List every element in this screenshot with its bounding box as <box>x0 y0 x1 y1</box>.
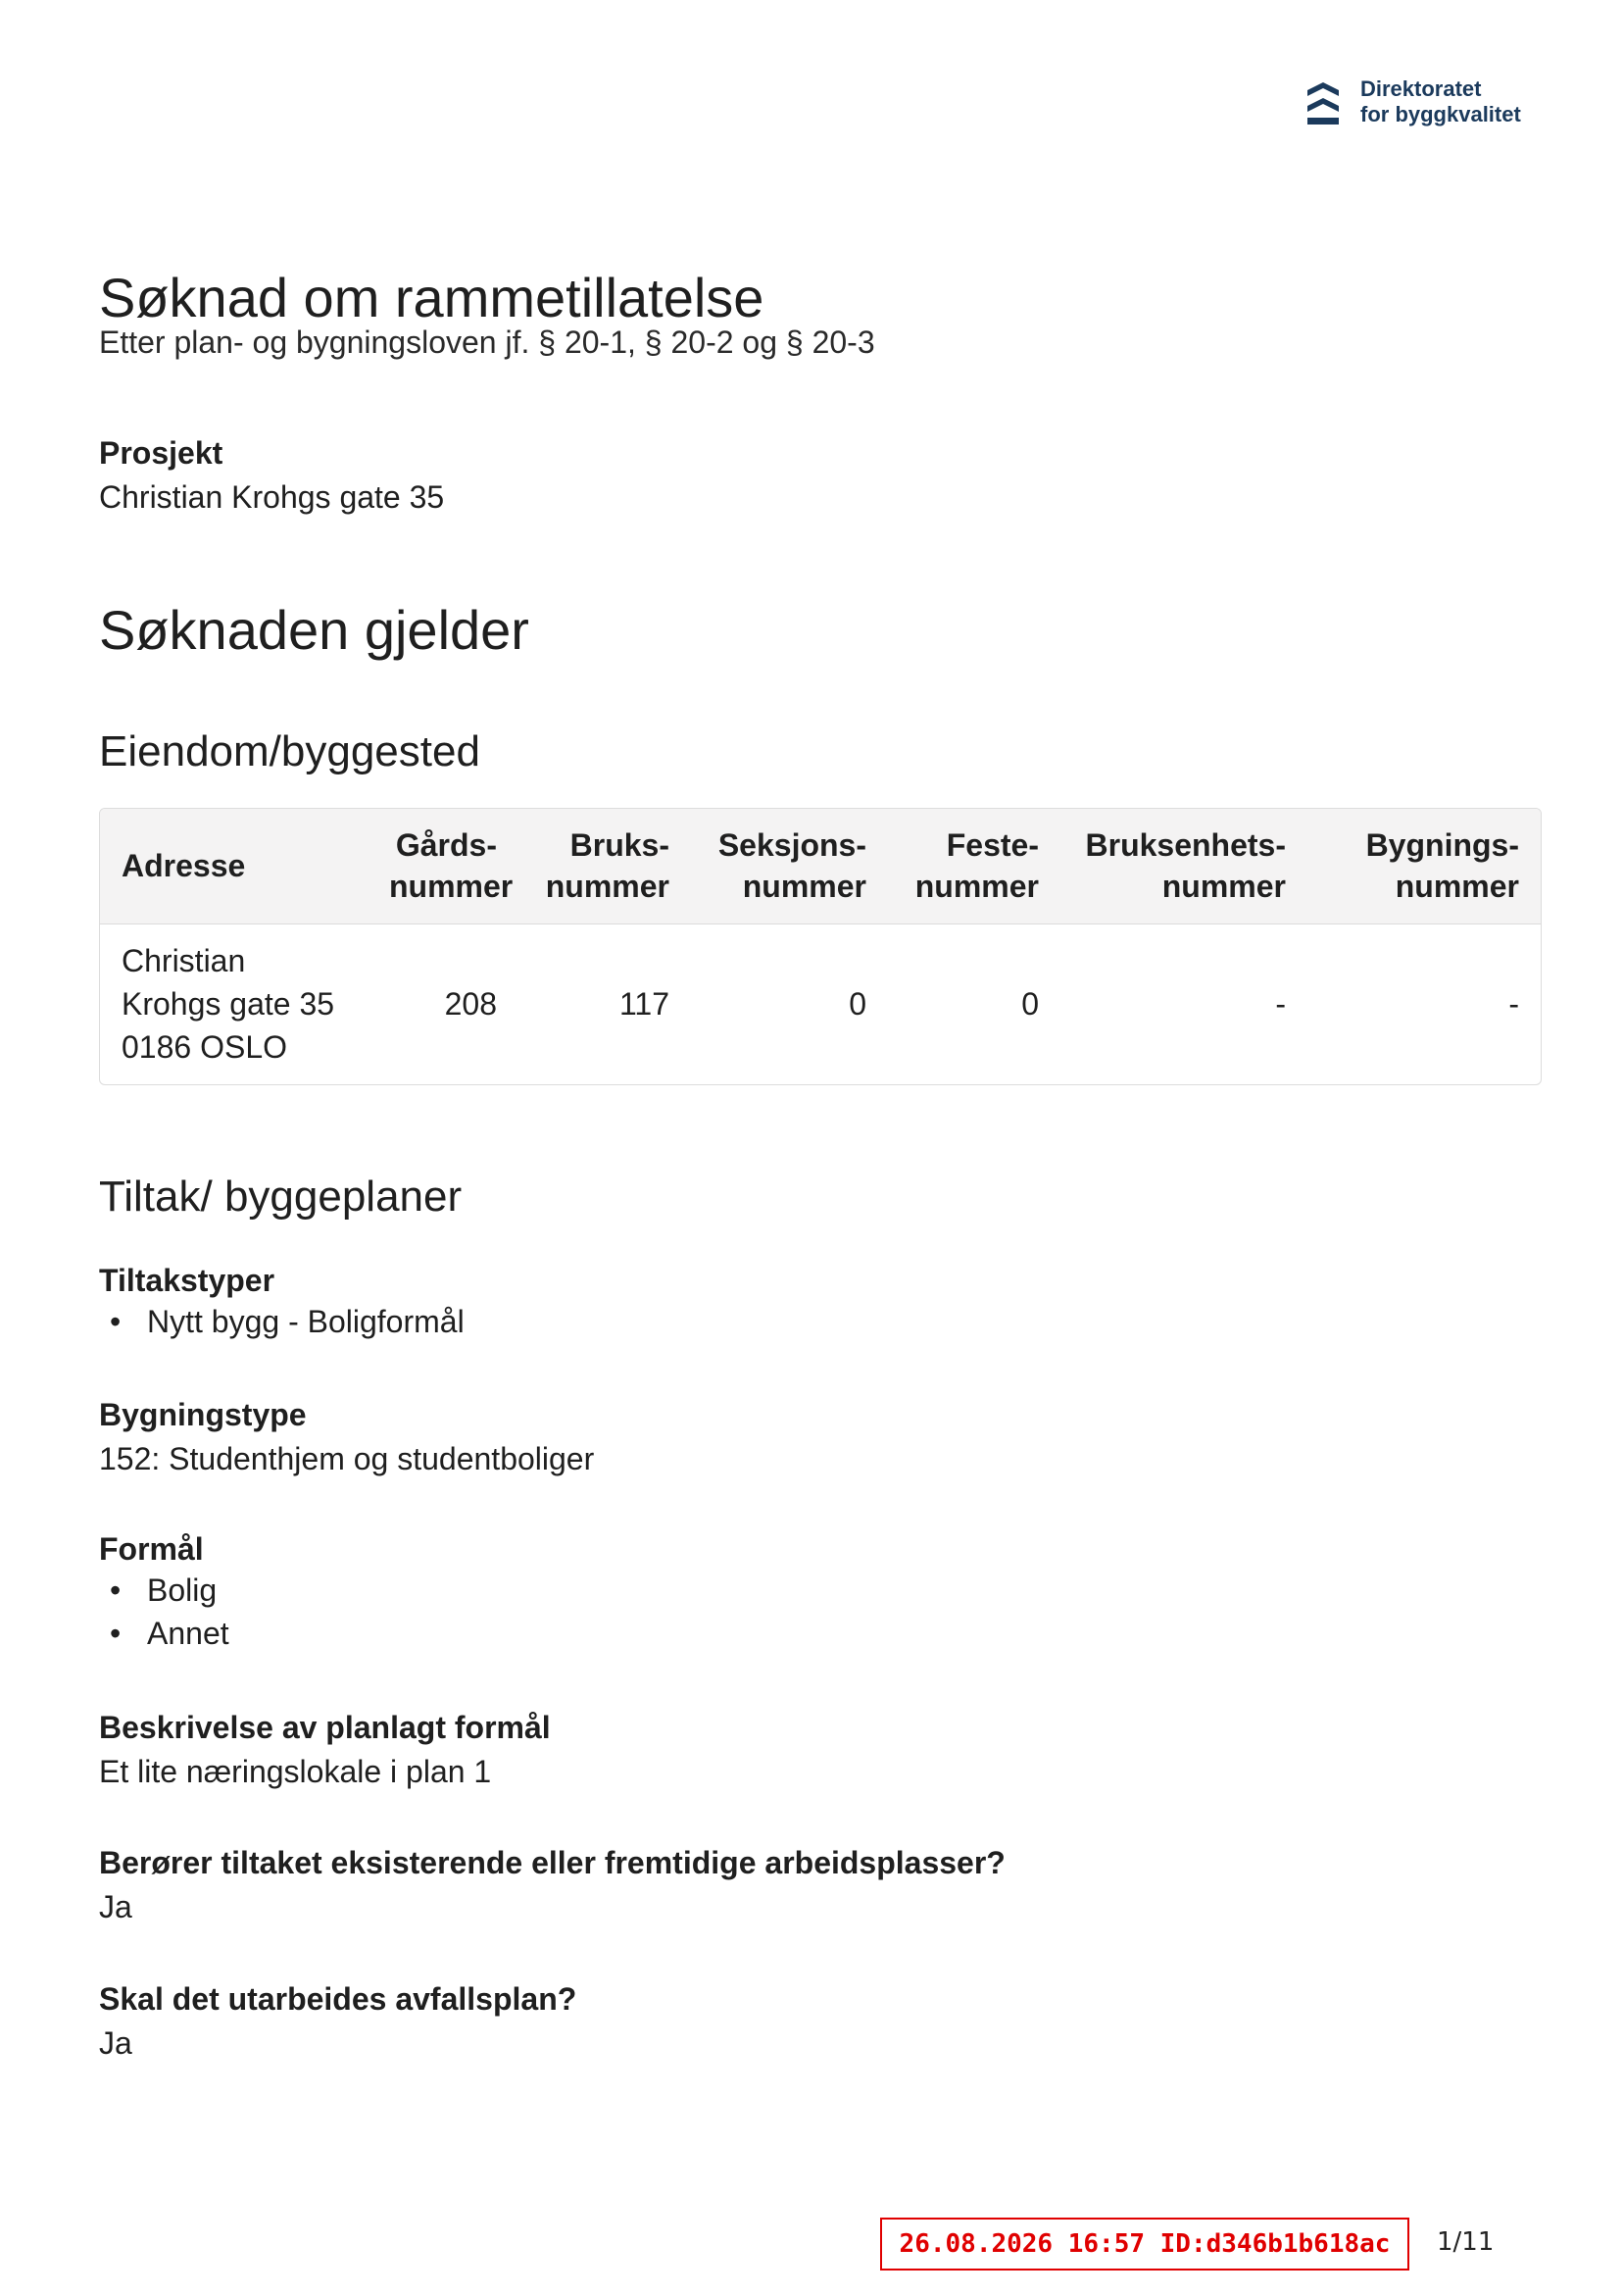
eiendom-heading: Eiendom/byggested <box>99 727 480 775</box>
list-item: • Nytt bygg - Boligformål <box>99 1300 465 1343</box>
list-item: • Bolig <box>99 1569 229 1612</box>
cell-festenummer: 0 <box>1021 986 1039 1023</box>
col-bruksenhetsnummer: Bruksenhets- nummer <box>1085 827 1286 905</box>
prosjekt-value: Christian Krohgs gate 35 <box>99 479 445 515</box>
avfallsplan-value: Ja <box>99 2025 132 2061</box>
tiltakstyper-label: Tiltakstyper <box>99 1263 275 1298</box>
prosjekt-field <box>99 433 444 518</box>
table-row <box>100 923 1541 1084</box>
avfallsplan-label: Skal det utarbeides avfallsplan? <box>99 1981 577 2017</box>
list-item: • Annet <box>99 1612 229 1655</box>
document-title: Søknad om rammetillatelse <box>99 267 764 328</box>
col-gardsnummer: Gårds- nummer <box>389 827 514 905</box>
cell-bygningsnummer: - <box>1508 986 1519 1023</box>
tiltakstyper-list <box>99 1300 465 1343</box>
logo-line-2: for byggkvalitet <box>1360 102 1521 126</box>
table-header-row <box>100 809 1541 923</box>
bygningstype-label: Bygningstype <box>99 1397 307 1432</box>
beskrivelse-value: Et lite næringslokale i plan 1 <box>99 1754 492 1789</box>
dibk-logo-icon <box>1303 80 1343 127</box>
arbeidsplasser-value: Ja <box>99 1889 132 1924</box>
prosjekt-label: Prosjekt <box>99 435 223 471</box>
col-bruksnummer: Bruks- nummer <box>545 827 669 905</box>
cell-adresse: Christian Krohgs gate 35 0186 OSLO <box>122 943 335 1066</box>
arbeidsplasser-label: Berører tiltaket eksisterende eller fremtidige arbeidsplasser? <box>99 1845 1006 1880</box>
section-heading: Søknaden gjelder <box>99 599 529 661</box>
formal-list <box>99 1569 229 1655</box>
formal-field <box>99 1529 229 1655</box>
cell-bruksnummer: 117 <box>618 986 669 1023</box>
tiltakstyper-field <box>99 1261 465 1343</box>
bygningstype-value: 152: Studenthjem og studentboliger <box>99 1441 595 1476</box>
cell-gardsnummer: 208 <box>444 986 497 1023</box>
formal-label: Formål <box>99 1531 204 1567</box>
tiltak-heading: Tiltak/ byggeplaner <box>99 1173 463 1221</box>
col-festenummer: Feste- nummer <box>914 827 1039 905</box>
logo-line-1: Direktoratet <box>1360 76 1482 101</box>
col-adresse: Adresse <box>122 848 246 884</box>
cell-bruksenhetsnummer: - <box>1275 986 1286 1023</box>
submission-stamp: 26.08.2026 16:57 ID:d346b1b618ac <box>880 2218 1409 2271</box>
bygningstype-field <box>99 1395 594 1479</box>
col-seksjonsnummer: Seksjons- nummer <box>717 827 866 905</box>
arbeidsplasser-field <box>99 1843 1006 1927</box>
logo-wordmark <box>1360 76 1521 127</box>
eiendom-table <box>99 808 1542 1085</box>
col-bygningsnummer: Bygnings- nummer <box>1365 827 1519 905</box>
page-number: 1/11 <box>1437 2227 1495 2257</box>
avfallsplan-field <box>99 1979 576 2064</box>
document-subtitle: Etter plan- og bygningsloven jf. § 20-1, § 20-2 og § 20-3 <box>99 324 875 360</box>
beskrivelse-field <box>99 1708 551 1792</box>
beskrivelse-label: Beskrivelse av planlagt formål <box>99 1710 551 1745</box>
dibk-logo <box>1303 76 1521 127</box>
cell-seksjonsnummer: 0 <box>849 986 866 1023</box>
